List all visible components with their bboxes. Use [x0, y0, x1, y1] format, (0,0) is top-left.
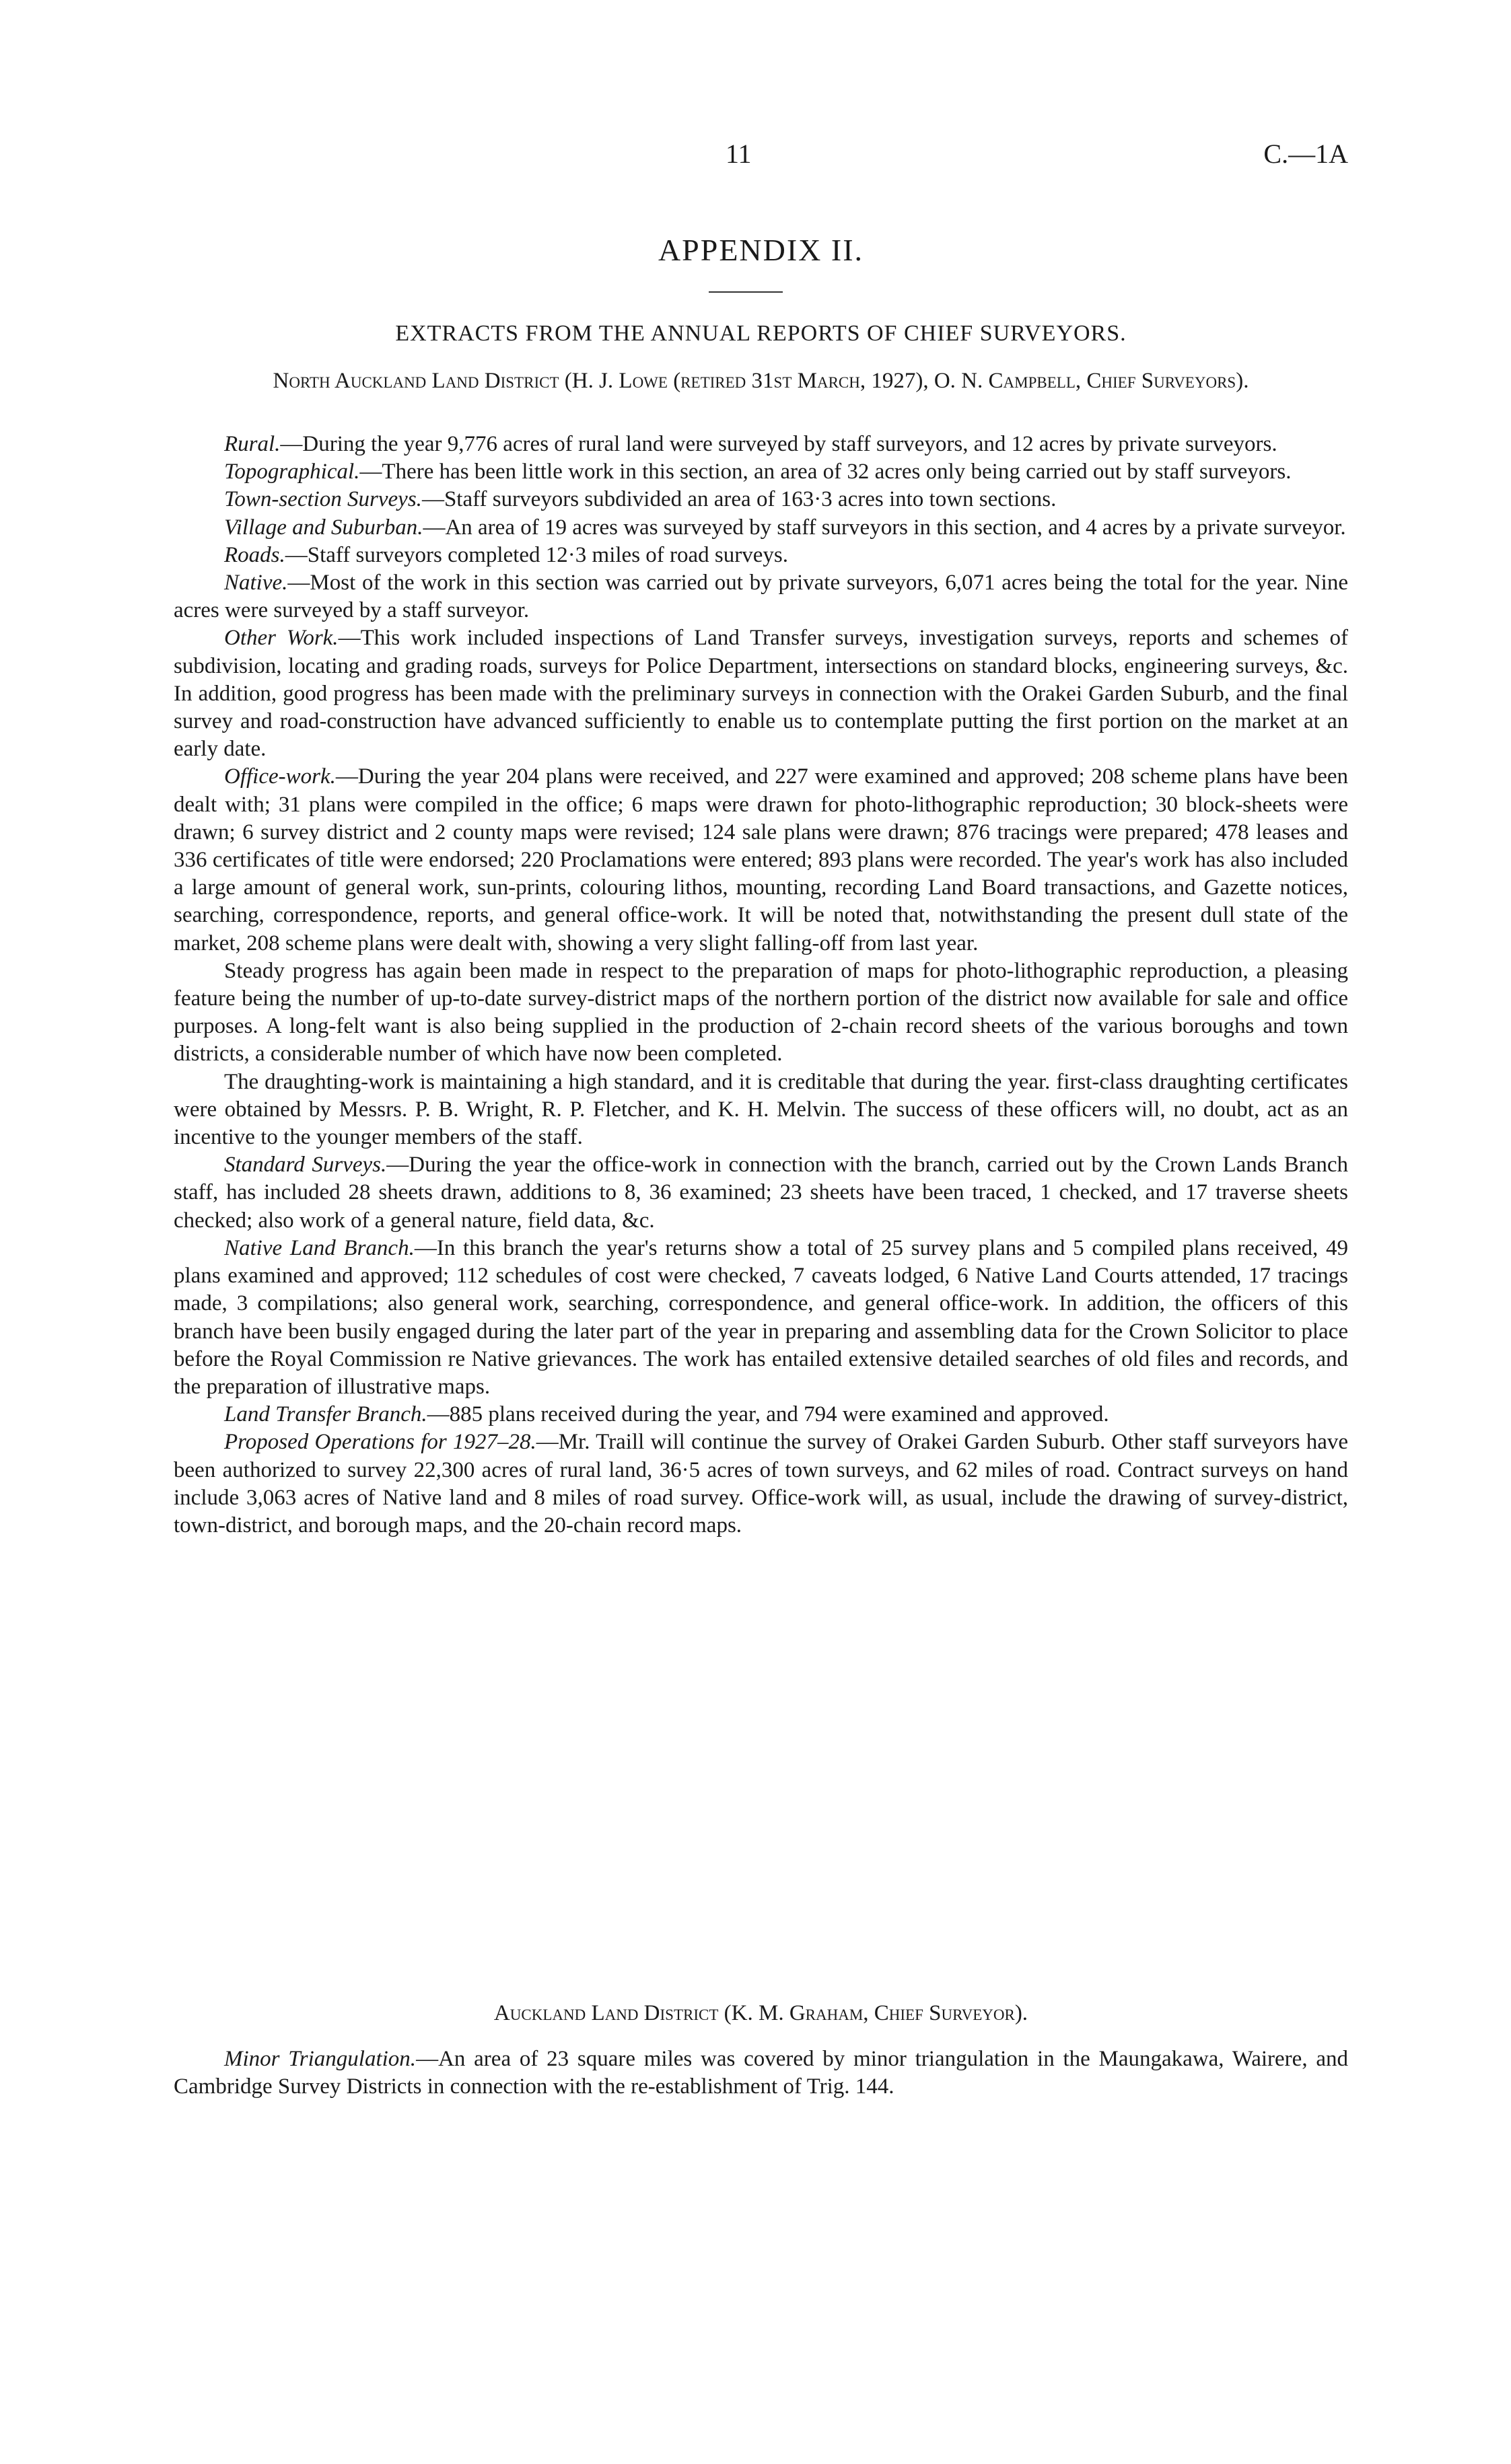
paragraph: Minor Triangulation.—An area of 23 square miles was covered by minor triangulation in the Maungakawa, Wairere, and Cambridge Survey Districts in connection with the re-establishment of Trig. 144. [174, 2047, 1348, 2099]
paragraph: Office-work.—During the year 204 plans were received, and 227 were examined and approved; 208 scheme plans have been dealt with; 31 plans were compiled in the office; 6 maps were drawn for photo-lithographic reproduction; 30 block-sheets were drawn; 6 survey district and 2 county maps were revised; 124 sale plans were drawn; 876 tracings were prepared; 478 leases and 336 certificates of title were endorsed; 220 Proclamations were entered; 893 plans were recorded. The year's work has also included a large amount of general work, sun-prints, colouring lithos, mounting, recording Land Board transactions, and Gazette notices, searching, correspondence, reports, and general office-work. It will be noted that, notwithstanding the present dull state of the market, 208 scheme plans were dealt with, showing a very slight falling-off from last year. [174, 764, 1348, 955]
paragraph: Rural.—During the year 9,776 acres of rural land were surveyed by staff surveyors, and 12 acres by private surveyors. [224, 432, 1277, 456]
paragraph: Other Work.—This work included inspections of Land Transfer surveys, investigation surveys, reports and schemes of subdivision, locating and grading roads, surveys for Police Department, intersections on standard blocks, engineering surveys, &c. In addition, good progress has been made with the preliminary surveys in connection with the Orakei Garden Suburb, and the final survey and road-construction have advanced sufficiently to enable us to contemplate putting the first portion on the market at an early date. [174, 626, 1348, 762]
title-divider [709, 291, 783, 293]
extracts-heading: EXTRACTS FROM THE ANNUAL REPORTS OF CHIEF SURVEYORS. [395, 321, 1127, 346]
paragraph: Village and Suburban.—An area of 19 acres was surveyed by staff surveyors in this section, and 4 acres by a private surveyor. [224, 515, 1346, 540]
paragraph: Standard Surveys.—During the year the office-work in connection with the branch, carried out by the Crown Lands Branch staff, has included 28 sheets drawn, additions to 8, 36 examined; 23 sheets have been traced, 1 checked, and 17 traverse sheets checked; also work of a general nature, field data, &c. [174, 1153, 1348, 1233]
paragraph: Native Land Branch.—In this branch the year's returns show a total of 25 survey plans and 5 compiled plans received, 49 plans examined and approved; 112 schedules of cost were checked, 7 caveats lodged, 6 Native Land Courts attended, 17 tracings made, 3 compilations; also general work, searching, correspondence, and general office-work. In addition, the officers of this branch have been busily engaged during the later part of the year in preparing and assembling data for the Crown Solicitor to place before the Royal Commission re Native grievances. The work has entailed extensive detailed searches of old files and records, and the preparation of illustrative maps. [174, 1235, 1348, 1399]
page-number: 11 [726, 139, 752, 169]
page-header [174, 138, 1348, 178]
paragraph: Steady progress has again been made in respect to the preparation of maps for photo-lithographic reproduction, a pleasing feature being the number of up-to-date survey-district maps of the northern portion of the district now available for sale and office purposes. A long-felt want is also being supplied in the production of 2-chain record sheets of the various boroughs and town districts, a considerable number of which have now been completed. [174, 958, 1348, 1066]
paragraph: Town-section Surveys.—Staff surveyors subdivided an area of 163·3 acres into town sections. [224, 487, 1057, 512]
auckland-heading: Auckland Land District (K. M. Graham, Chief Surveyor). [493, 2001, 1028, 2025]
paragraph: Land Transfer Branch.—885 plans received during the year, and 794 were examined and approved. [224, 1402, 1109, 1427]
paragraph: Native.—Most of the work in this section was carried out by private surveyors, 6,071 acres being the total for the year. Nine acres were surveyed by a staff surveyor. [174, 571, 1348, 623]
page-reference: C.—1A [1263, 139, 1348, 169]
appendix-title: APPENDIX II. [658, 233, 864, 267]
paragraph: Proposed Operations for 1927–28.—Mr. Traill will continue the survey of Orakei Garden Suburb. Other staff surveyors have been authorized to survey 22,300 acres of rural land, 36·5 acres of town surveys, and 62 miles of road. Contract surveys on hand include 3,063 acres of Native land and 8 miles of road survey. Office-work will, as usual, include the drawing of survey-district, town-district, and borough maps, and the 20-chain record maps. [174, 1430, 1349, 1537]
north-auckland-body [174, 431, 1348, 1539]
auckland-body [174, 2045, 1348, 2101]
paragraph: Topographical.—There has been little work in this section, an area of 32 acres only being carried out by staff surveyors. [224, 460, 1292, 484]
paragraph: The draughting-work is maintaining a high standard, and it is creditable that during the year. first-class draughting certificates were obtained by Messrs. P. B. Wright, R. P. Fletcher, and K. H. Melvin. The success of these officers will, no doubt, act as an incentive to the younger members of the staff. [174, 1069, 1348, 1150]
paragraph: Roads.—Staff surveyors completed 12·3 miles of road surveys. [224, 542, 788, 567]
north-auckland-heading: North Auckland Land District (H. J. Lowe (retired 31st March, 1927), O. N. Campbell, Chief Surveyors). [273, 369, 1249, 393]
